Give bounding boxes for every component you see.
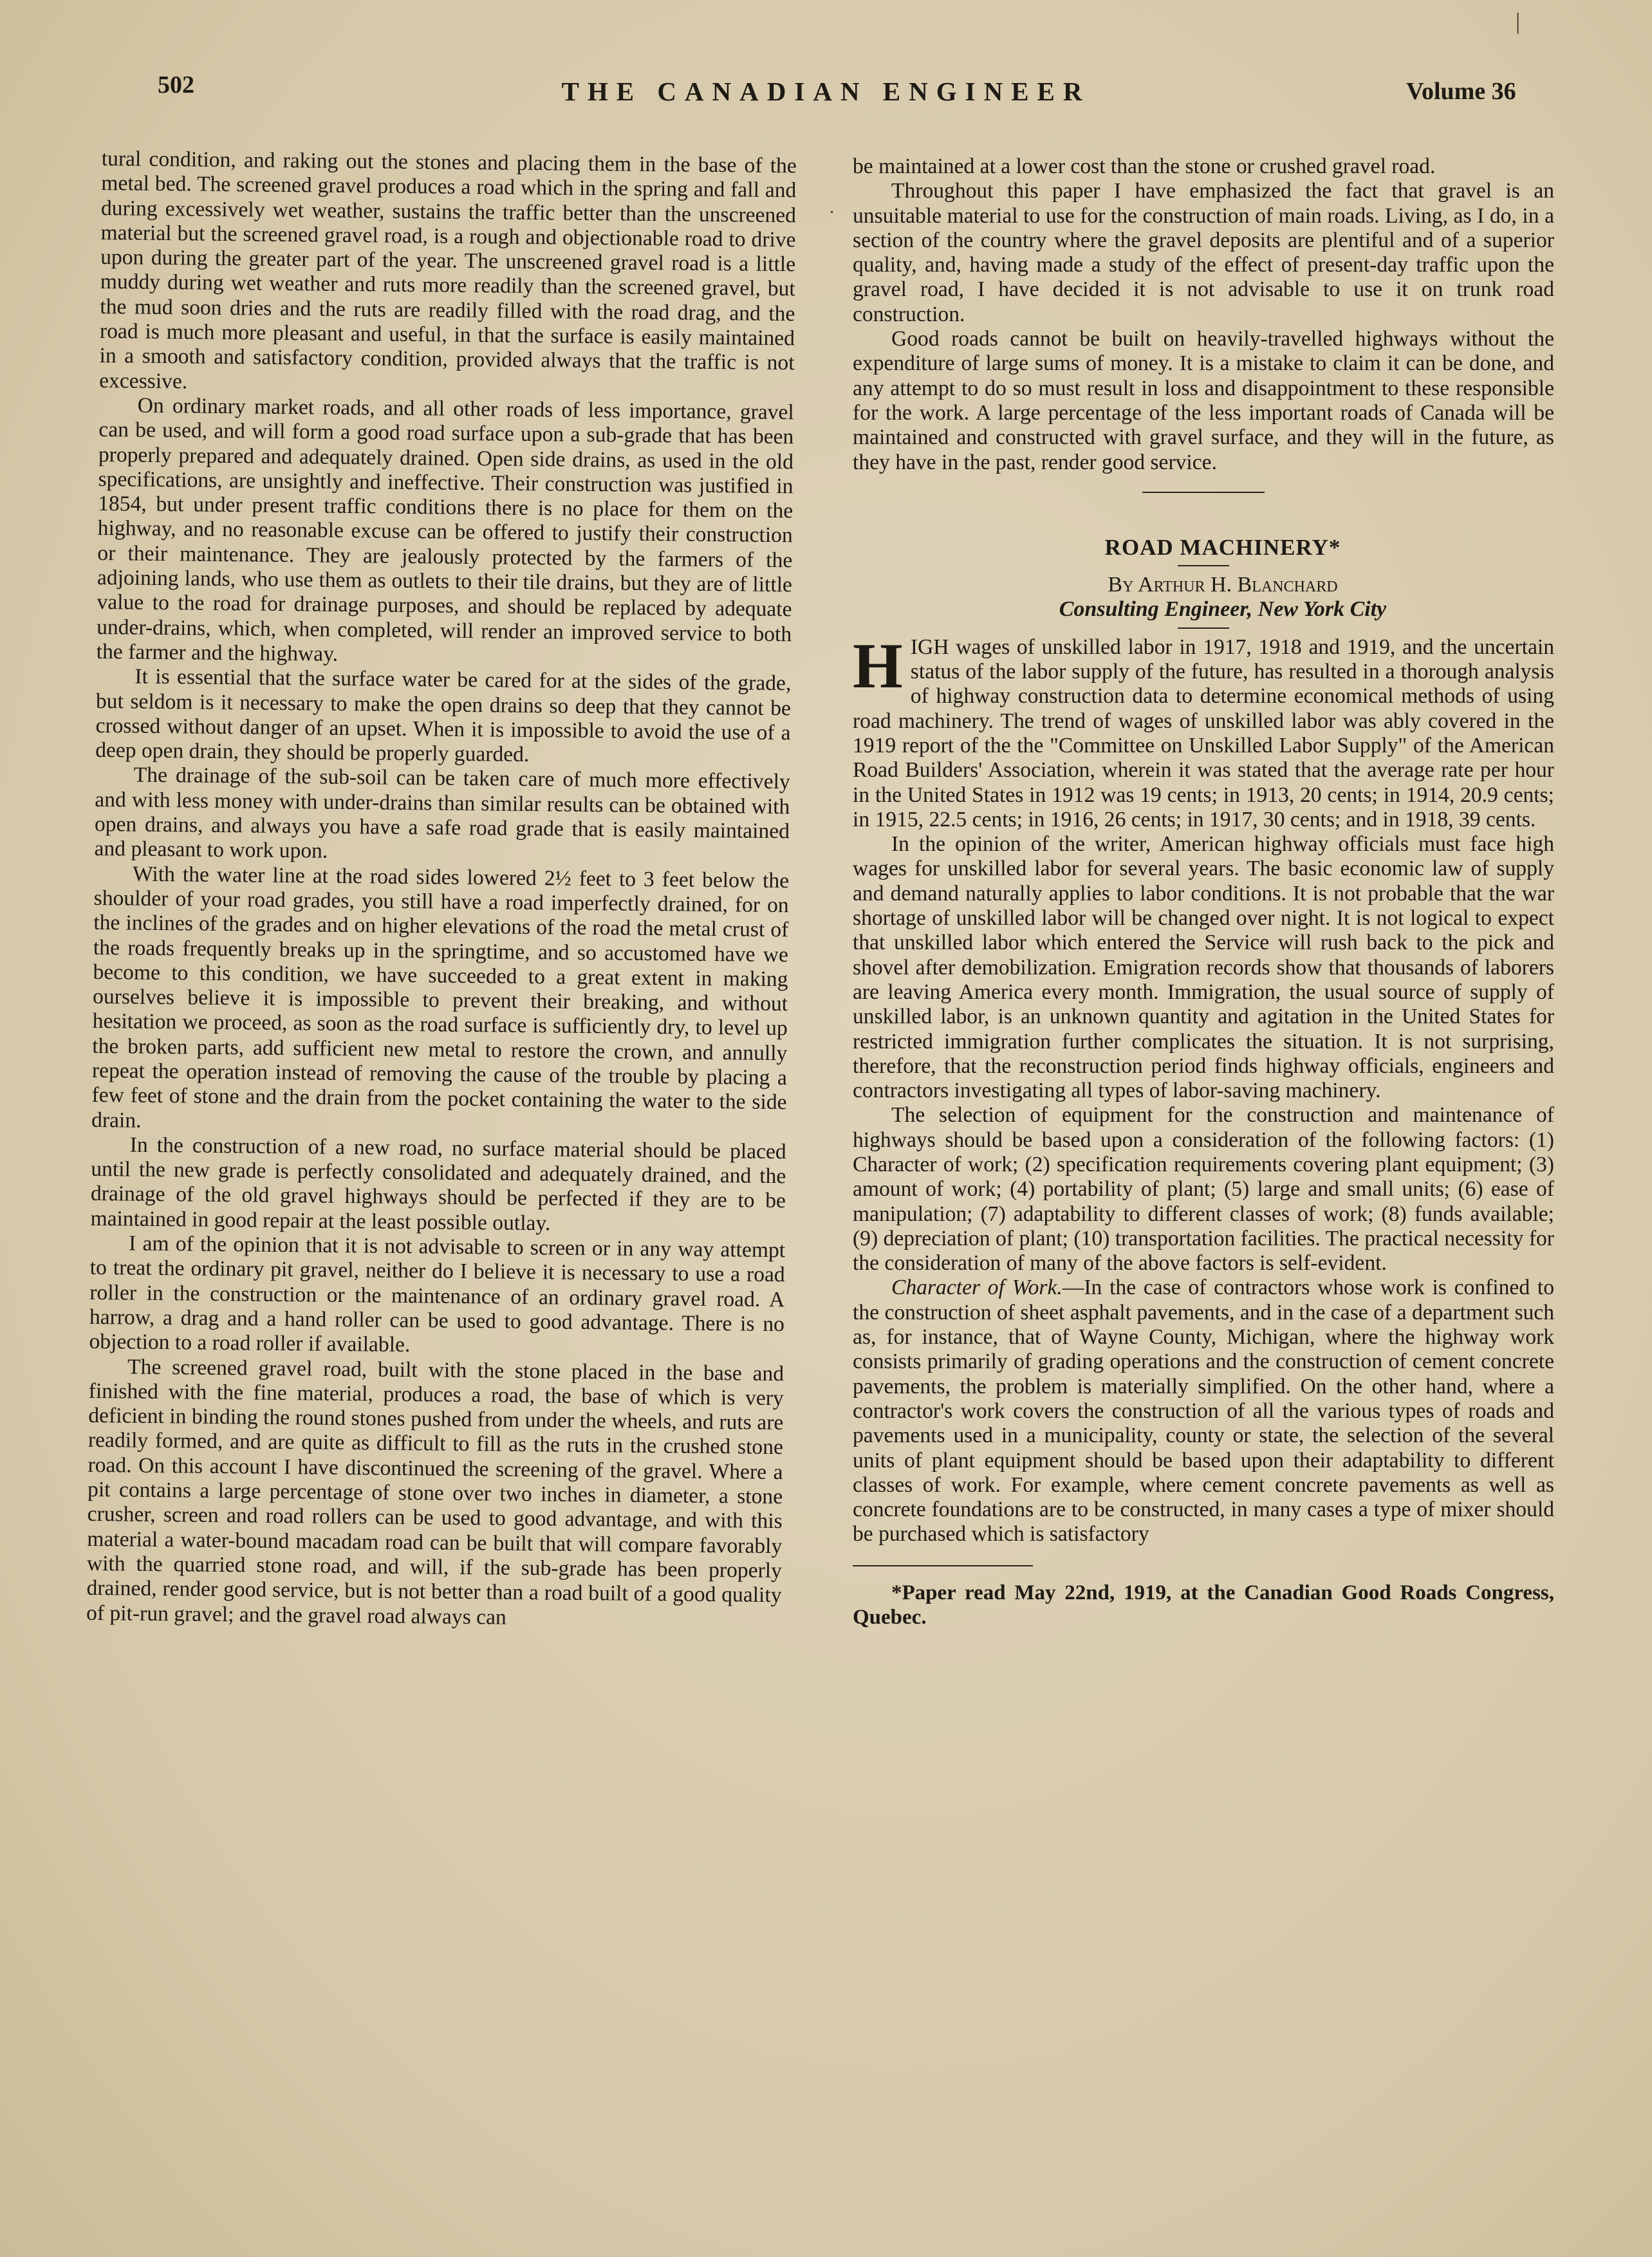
footnote-rule [853, 1565, 1033, 1566]
paragraph: Good roads cannot be built on heavily-travelled highways without the expenditure of large sums of money. It is a mistake to claim it can be done, and any attempt to do so must result in loss and disappointment to these responsible for the work. A large percentage of the less important roads of Canada will be maintained and constructed with gravel surface, and they will in the future, as they have in the past, render good service. [853, 327, 1554, 474]
margin-mark: | [1516, 8, 1521, 34]
title-rule [1178, 565, 1229, 566]
article-title: ROAD MACHINERY* [1104, 534, 1341, 560]
paragraph: In the opinion of the writer, American highway officials must face high wages for unskilled labor for several years. The basic economic law of supply and demand naturally applies to labor conditions. It is not probable that the war shortage of unskilled labor will be changed over night. It is not logical to expect that unskilled labor which entered the Service will rush back to the pick and shovel after demobilization. Emigration records show that thousands of laborers are leaving America every month. Immigration, the usual source of supply of unskilled labor, is an unknown quantity and agitation in the United States for restricted immigration further complicates the situation. It is not surprising, therefore, that the reconstruction period finds highway officials, engineers and contractors investigating all types of labor-saving machinery. [853, 832, 1554, 1103]
paragraph: On ordinary market roads, and all other roads of less importance, gravel can be used, and will form a good road surface upon a sub-grade that has been properly prepared and adequately drained. Open side drains, as used in the old specifications, are unsightly and ineffective. Their construction was justified in 1854, but under present traffic conditions there is no place for them on the highway, and no reasonable excuse can be offered to justify their construction or their maintenance. They are jealously protected by the farmers of the adjoining lands, who use them as outlets to their tile drains, but they are of little value to the road for drainage purposes, and should be replaced by adequate under-drains, which, when completed, will render an improved service to both the farmer and the highway. [96, 393, 794, 666]
opening-paragraph [853, 629, 1554, 832]
journal-title: THE CANADIAN ENGINEER [561, 77, 1091, 106]
paragraph-text: wages of unskilled labor in 1917, 1918 and 1919, and the uncertain status of the labor supply of the future, has resulted in a thorough analysis of highway construction data to determine economical methods of using road machinery. The trend of wages of unskilled labor was ably covered in the 1919 report of the the "Committee on Unskilled Labor Supply" of the American Road Builders' Association, wherein it was stated that the average rate per hour in the United States in 1912 was 19 cents; in 1913, 20 cents; in 1914, 20.9 cents; in 1915, 22.5 cents; in 1916, 26 cents; in 1917, 30 cents; and in 1918, 39 cents. [853, 635, 1554, 831]
paragraph: Throughout this paper I have emphasized the fact that gravel is an unsuitable material to use for the construction of main roads. Living, as I do, in a section of the country where the gravel deposits are plentiful and of a superior quality, and, having made a study of the effect of present-day traffic upon the gravel road, I have decided it is not advisable to use it on trunk road construction. [853, 179, 1554, 326]
character-paragraph [853, 1276, 1554, 1546]
paragraph: It is essential that the surface water be cared for at the sides of the grade, but seldom is it necessary to make the open drains so deep that they cannot be crossed without danger of an upset. When it is impossible to avoid the use of a deep open drain, they should be properly guarded. [95, 664, 792, 767]
page-number: 502 [158, 71, 194, 98]
byline: By Arthur H. Blanchard [1108, 573, 1338, 597]
section-divider [1142, 492, 1265, 493]
paragraph: The drainage of the sub-soil can be taken care of much more effectively and with less money with under-drains than similar results can be obtained with open drains, and always you have a safe road grade that is easily maintained and pleasant to work upon. [94, 763, 790, 864]
paragraph: The screened gravel road, built with the stone placed in the base and finished with the fine material, produces a road, the base of which is very deficient in binding the round stones pushed from under the wheels, and ruts are readily formed, and are quite as difficult to fill as the ruts in the crushed stone road. On this account I have discontinued the screening of the gravel. Where a pit contains a large percentage of stone over two inches in diameter, a stone crusher, screen and road rollers can be used to good advantage, and with this material a water-bound macadam road can be built that will compare favorably with the quarried stone road, and will, if the sub-grade has been properly drained, render good service, but is not better than a road built of a good quality of pit-run gravel; and the gravel road always can [86, 1355, 784, 1630]
drop-cap: H [853, 629, 903, 701]
volume-label: Volume 36 [1406, 78, 1516, 105]
paragraph: I am of the opinion that it is not advisable to screen or in any way attempt to treat the ordinary pit gravel, neither do I believe it is necessary to use a road roller in the construction or the maintenance of an ordinary gravel road. A harrow, a drag and a hand roller can be used to good advantage. There is no objection to a road roller if available. [89, 1231, 786, 1357]
paragraph: With the water line at the road sides lowered 2½ feet to 3 feet below the shoulder of your road grades, you still have a road imperfectly drained, for on the inclines of the grades and on higher elevations of the road the metal crust of the roads frequently breaks up in the springtime, and so accustomed have we become to this condition, we have succeeded to a great extent in making ourselves believe it is impossible to prevent their breaking, and without hesitation we proceed, as soon as the road surface is sufficiently dry, to level up the broken parts, add sufficient new metal to restore the crown, and annully repeat the operation instead of removing the cause of the trouble by placing a few feet of stone and the drain from the pocket containing the water to the side drain. [91, 862, 790, 1133]
paragraph: In the construction of a new road, no surface material should be placed until the new grade is perfectly consolidated and adequately drained, and the drainage of the old gravel highways should be perfected if they are to be maintained in good repair at the least possible outlay. [90, 1133, 786, 1236]
subheading-lead: Character of Work. [891, 1276, 1063, 1300]
margin-mark: · [829, 203, 835, 223]
right-column [853, 154, 1554, 1630]
running-header [0, 64, 1652, 116]
lead-word: IGH [910, 635, 949, 659]
paragraph: be maintained at a lower cost than the stone or crushed gravel road. [853, 154, 1436, 178]
footnote: *Paper read May 22nd, 1919, at the Canadian Good Roads Congress, Quebec. [853, 1581, 1554, 1629]
paragraph: The selection of equipment for the construction and maintenance of highways should be based upon a consideration of the following factors: (1) Character of work; (2) specification requirements covering plant equipment; (3) amount of work; (4) portability of plant; (5) large and small units; (6) ease of manipulation; (7) adaptability to different classes of work; (8) funds available; (9) depreciation of plant; (10) transportation facilities. The practical necessity for the consideration of many of the above factors is self-evident. [853, 1103, 1554, 1276]
left-column [86, 147, 797, 1633]
author-affiliation: Consulting Engineer, New York City [1059, 597, 1387, 622]
byline-rule [1178, 627, 1229, 629]
paragraph-text: —In the case of contractors whose work is confined to the construction of sheet asphalt pavements, and in the case of a department such as, for instance, that of Wayne County, Michigan, where the highway work consists primarily of grading operations and the construction of cement concrete pavements, the problem is materially simplified. On the other hand, where a contractor's work covers the construction of all the various types of roads and pavements used in a municipality, county or state, the selection of the several units of plant equipment should be based upon their adaptability to different classes of work. For example, where cement concrete pavements as well as concrete foundations are to be constructed, in many cases a type of mixer should be purchased which is satisfactory [853, 1276, 1554, 1546]
paragraph: tural condition, and raking out the stones and placing them in the base of the metal bed. The screened gravel produces a road which in the spring and fall and during excessively wet weather, sustains the traffic better than the unscreened material but the screened gravel road, is a rough and objectionable road to drive upon during the greater part of the year. The unscreened gravel road is a little muddy during wet weather and ruts more readily than the screened gravel, but the mud soon dries and the ruts are readily filled with the road drag, and the road is much more pleasant and useful, in that the surface is easily maintained in a smooth and satisfactory condition, provided always that the traffic is not excessive. [99, 147, 797, 394]
